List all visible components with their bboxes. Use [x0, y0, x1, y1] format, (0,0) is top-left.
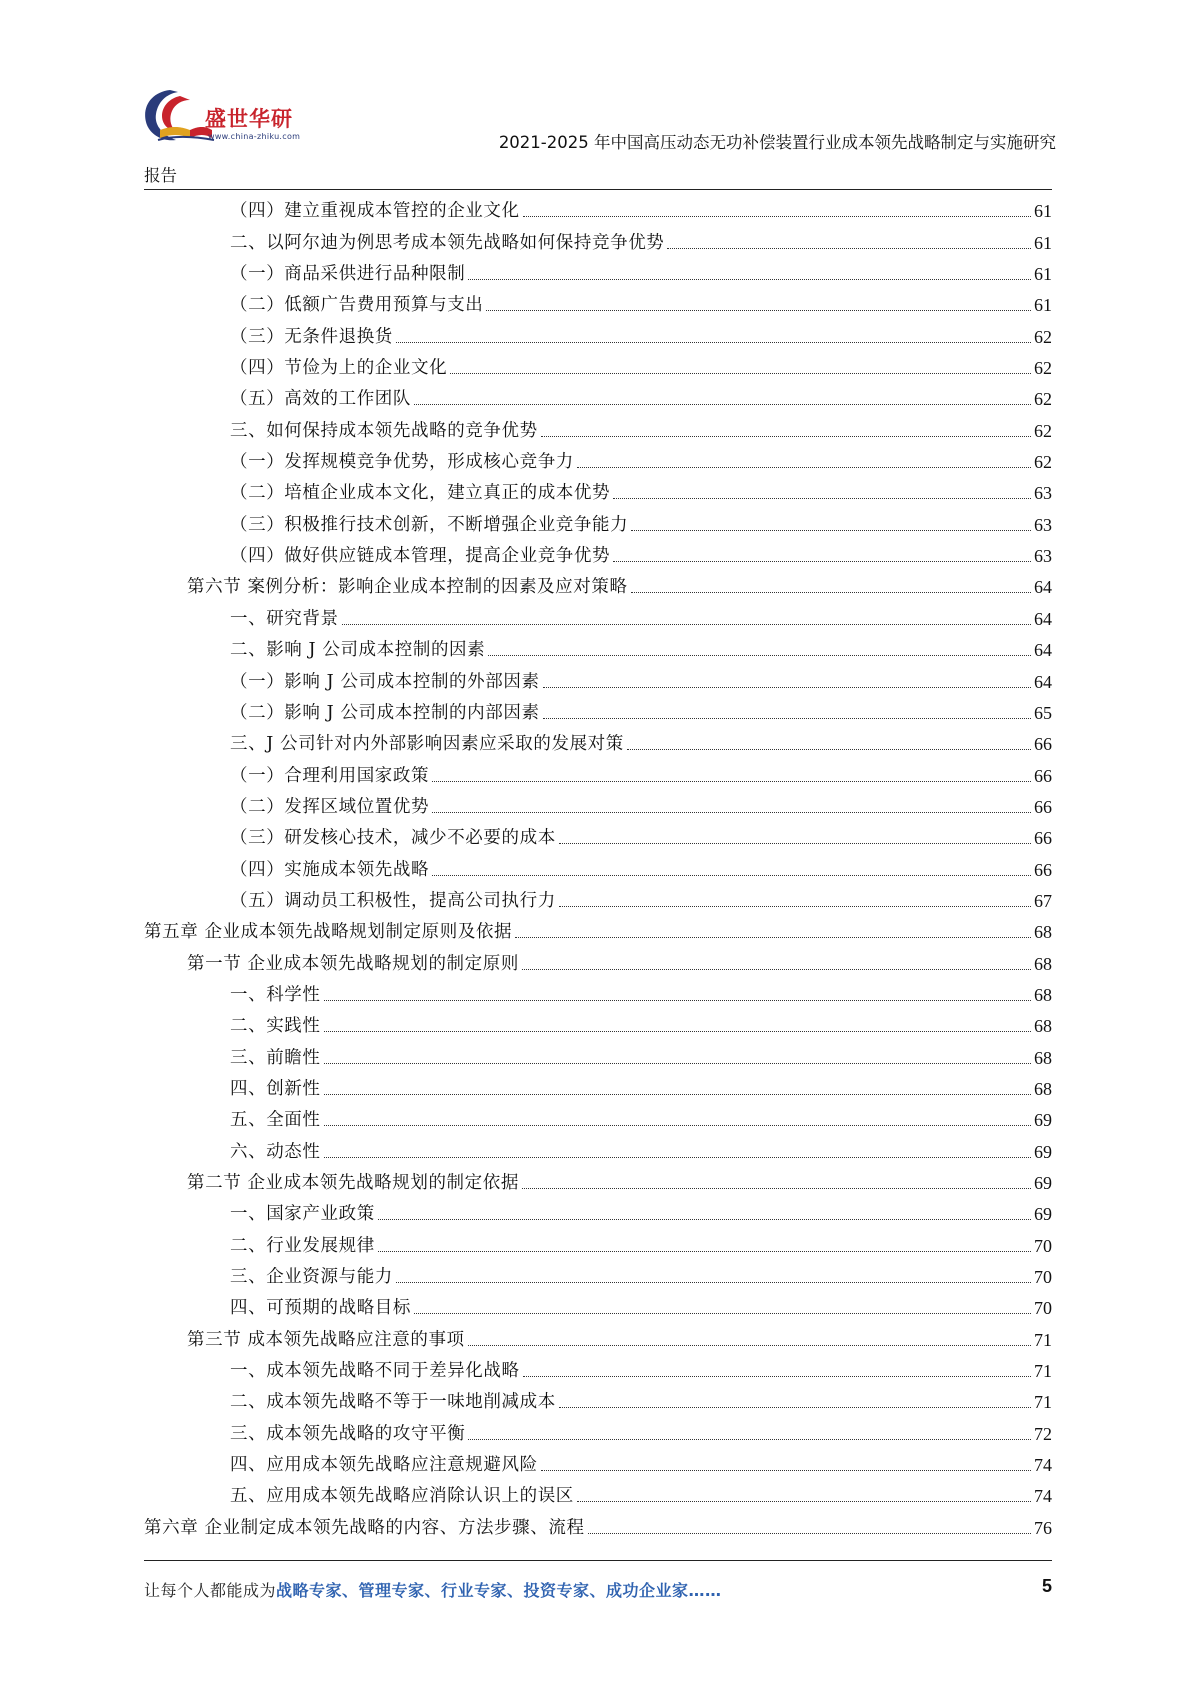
toc-entry[interactable]: [144, 915, 1052, 946]
toc-entry-page: 74: [1034, 1486, 1052, 1507]
toc-entry[interactable]: [144, 1291, 1052, 1322]
toc-entry[interactable]: [144, 852, 1052, 883]
toc-entry-page: 66: [1034, 734, 1052, 755]
toc-entry-title: 三、J 公司针对内外部影响因素应采取的发展对策: [230, 734, 624, 755]
footer-divider: [144, 1560, 1052, 1561]
toc-entry-page: 62: [1034, 452, 1052, 473]
toc-entry[interactable]: [144, 257, 1052, 288]
footer-slogan-highlight: 战略专家、管理专家、行业专家、投资专家、成功企业家……: [276, 1581, 722, 1600]
toc-dot-leader: [432, 812, 1031, 813]
toc-dot-leader: [577, 467, 1031, 468]
toc-dot-leader: [577, 1501, 1031, 1502]
toc-entry-title: 三、如何保持成本领先战略的竞争优势: [230, 420, 538, 441]
toc-dot-leader: [378, 1251, 1031, 1252]
toc-dot-leader: [522, 969, 1031, 970]
toc-dot-leader: [468, 1345, 1031, 1346]
toc-dot-leader: [414, 404, 1031, 405]
toc-entry-page: 61: [1034, 264, 1052, 285]
toc-entry[interactable]: [144, 1385, 1052, 1416]
toc-entry[interactable]: [144, 539, 1052, 570]
toc-entry-title: 第五章 企业成本领先战略规划制定原则及依据: [144, 922, 513, 943]
toc-entry-page: 61: [1034, 201, 1052, 222]
toc-entry[interactable]: [144, 445, 1052, 476]
toc-dot-leader: [486, 310, 1031, 311]
toc-entry[interactable]: [144, 1040, 1052, 1071]
toc-dot-leader: [667, 248, 1031, 249]
toc-dot-leader: [324, 1000, 1032, 1001]
toc-entry-page: 62: [1034, 358, 1052, 379]
toc-dot-leader: [523, 216, 1031, 217]
toc-entry-title: 三、企业资源与能力: [230, 1267, 393, 1288]
header-divider: [144, 189, 1052, 190]
toc-entry[interactable]: [144, 1260, 1052, 1291]
toc-entry-page: 66: [1034, 796, 1052, 817]
toc-dot-leader: [396, 342, 1031, 343]
toc-dot-leader: [324, 1157, 1032, 1158]
toc-entry[interactable]: [144, 946, 1052, 977]
toc-entry[interactable]: [144, 1322, 1052, 1353]
toc-entry-title: 一、研究背景: [230, 608, 339, 629]
toc-entry-title: （一）合理利用国家政策: [230, 765, 430, 786]
footer-slogan-prefix: 让每个人都能成为: [144, 1581, 277, 1600]
toc-entry-title: （四）节俭为上的企业文化: [230, 358, 448, 379]
toc-dot-leader: [627, 749, 1031, 750]
toc-entry-page: 70: [1034, 1298, 1052, 1319]
toc-entry-title: （三）研发核心技术，减少不必要的成本: [230, 828, 556, 849]
toc-entry[interactable]: [144, 884, 1052, 915]
toc-entry[interactable]: [144, 507, 1052, 538]
toc-dot-leader: [432, 781, 1031, 782]
toc-entry[interactable]: [144, 664, 1052, 695]
toc-entry[interactable]: [144, 1197, 1052, 1228]
toc-dot-leader: [588, 1533, 1031, 1534]
toc-entry-page: 68: [1034, 1047, 1052, 1068]
toc-dot-leader: [543, 687, 1031, 688]
toc-entry[interactable]: [144, 790, 1052, 821]
toc-entry-title: （四）做好供应链成本管理，提高企业竞争优势: [230, 546, 611, 567]
toc-entry-title: （五）调动员工积极性，提高公司执行力: [230, 890, 556, 911]
toc-dot-leader: [541, 436, 1031, 437]
toc-dot-leader: [324, 1094, 1032, 1095]
toc-entry-title: 二、成本领先战略不等于一味地削减成本: [230, 1392, 556, 1413]
toc-entry-title: （四）实施成本领先战略: [230, 859, 430, 880]
toc-entry-title: 一、成本领先战略不同于差异化战略: [230, 1361, 520, 1382]
toc-entry[interactable]: [144, 476, 1052, 507]
toc-entry-title: 第三节 成本领先战略应注意的事项: [187, 1329, 465, 1350]
toc-entry-page: 68: [1034, 922, 1052, 943]
toc-entry-title: （三）积极推行技术创新，不断增强企业竞争能力: [230, 514, 629, 535]
toc-dot-leader: [543, 718, 1031, 719]
toc-entry-title: 第六章 企业制定成本领先战略的内容、方法步骤、流程: [144, 1517, 585, 1538]
toc-entry-page: 69: [1034, 1204, 1052, 1225]
toc-entry-page: 67: [1034, 890, 1052, 911]
toc-dot-leader: [414, 1313, 1031, 1314]
toc-entry-title: 二、以阿尔迪为例思考成本领先战略如何保持竞争优势: [230, 232, 665, 253]
toc-entry-title: 第六节 案例分析：影响企业成本控制的因素及应对策略: [187, 577, 628, 598]
toc-entry-page: 68: [1034, 984, 1052, 1005]
toc-entry-page: 62: [1034, 389, 1052, 410]
toc-entry-title: 四、应用成本领先战略应注意规避风险: [230, 1455, 538, 1476]
toc-dot-leader: [613, 561, 1031, 562]
toc-dot-leader: [488, 655, 1031, 656]
toc-entry[interactable]: [144, 1228, 1052, 1259]
toc-dot-leader: [342, 624, 1031, 625]
toc-dot-leader: [541, 1470, 1031, 1471]
toc-entry-title: 六、动态性: [230, 1141, 321, 1162]
toc-entry-page: 72: [1034, 1423, 1052, 1444]
toc-dot-leader: [396, 1282, 1031, 1283]
toc-entry-page: 70: [1034, 1267, 1052, 1288]
toc-entry[interactable]: [144, 1009, 1052, 1040]
toc-entry-page: 63: [1034, 483, 1052, 504]
footer-slogan: [144, 1578, 722, 1601]
toc-entry-page: 62: [1034, 326, 1052, 347]
toc-entry-title: （四）建立重视成本管控的企业文化: [230, 201, 520, 222]
toc-entry[interactable]: [144, 288, 1052, 319]
toc-entry-page: 71: [1034, 1392, 1052, 1413]
toc-dot-leader: [324, 1063, 1032, 1064]
toc-entry[interactable]: [144, 1416, 1052, 1447]
toc-entry-page: 64: [1034, 608, 1052, 629]
toc-entry[interactable]: [144, 821, 1052, 852]
page-number: 5: [1041, 1576, 1052, 1596]
toc-entry-title: （二）影响 J 公司成本控制的内部因素: [230, 702, 540, 723]
toc-dot-leader: [631, 530, 1031, 531]
toc-entry[interactable]: [144, 758, 1052, 789]
toc-entry-page: 63: [1034, 514, 1052, 535]
toc-entry-page: 64: [1034, 640, 1052, 661]
toc-entry-title: （二）培植企业成本文化，建立真正的成本优势: [230, 483, 611, 504]
toc-dot-leader: [324, 1031, 1032, 1032]
toc-dot-leader: [378, 1219, 1031, 1220]
toc-entry-page: 65: [1034, 702, 1052, 723]
brand-url: www.china-zhiku.com: [208, 132, 301, 141]
toc-entry[interactable]: [144, 1103, 1052, 1134]
toc-entry[interactable]: [144, 1510, 1052, 1541]
toc-entry-title: 一、科学性: [230, 984, 321, 1005]
toc-entry-title: （三）无条件退换货: [230, 326, 393, 347]
toc-entry[interactable]: [144, 351, 1052, 382]
toc-entry-page: 66: [1034, 765, 1052, 786]
toc-entry[interactable]: [144, 727, 1052, 758]
toc-dot-leader: [559, 1407, 1031, 1408]
toc-entry[interactable]: [144, 413, 1052, 444]
toc-entry-title: 四、可预期的战略目标: [230, 1298, 411, 1319]
toc-entry-title: 二、行业发展规律: [230, 1235, 375, 1256]
toc-entry-title: 第一节 企业成本领先战略规划的制定原则: [187, 953, 519, 974]
toc-entry-title: 二、影响 J 公司成本控制的因素: [230, 640, 486, 661]
toc-entry-title: 三、成本领先战略的攻守平衡: [230, 1423, 466, 1444]
toc-entry-page: 62: [1034, 420, 1052, 441]
toc-dot-leader: [450, 373, 1031, 374]
toc-entry-title: （五）高效的工作团队: [230, 389, 411, 410]
toc-entry[interactable]: [144, 1134, 1052, 1165]
toc-entry-page: 69: [1034, 1110, 1052, 1131]
toc-entry-page: 71: [1034, 1329, 1052, 1350]
table-of-contents: [144, 194, 1052, 1542]
toc-entry-page: 64: [1034, 577, 1052, 598]
toc-entry-title: 第二节 企业成本领先战略规划的制定依据: [187, 1173, 519, 1193]
toc-entry-title: 一、国家产业政策: [230, 1204, 375, 1225]
toc-entry-page: 69: [1034, 1173, 1052, 1193]
brand-name: 盛世华研: [205, 107, 293, 131]
toc-dot-leader: [613, 498, 1031, 499]
toc-entry-page: 61: [1034, 295, 1052, 316]
toc-entry[interactable]: [144, 194, 1052, 225]
toc-entry[interactable]: [144, 601, 1052, 632]
toc-dot-leader: [468, 279, 1031, 280]
toc-entry[interactable]: [144, 1448, 1052, 1479]
toc-entry[interactable]: [144, 1166, 1052, 1197]
toc-entry-page: 68: [1034, 1016, 1052, 1037]
toc-entry-page: 70: [1034, 1235, 1052, 1256]
toc-dot-leader: [468, 1439, 1031, 1440]
toc-entry-page: 68: [1034, 953, 1052, 974]
toc-entry-page: 68: [1034, 1078, 1052, 1099]
toc-entry[interactable]: [144, 1354, 1052, 1385]
toc-entry[interactable]: [144, 319, 1052, 350]
toc-entry-page: 69: [1034, 1141, 1052, 1162]
toc-entry-page: 71: [1034, 1361, 1052, 1382]
toc-dot-leader: [432, 875, 1031, 876]
toc-entry-page: 74: [1034, 1455, 1052, 1476]
toc-entry[interactable]: [144, 696, 1052, 727]
toc-entry[interactable]: [144, 1479, 1052, 1510]
toc-entry[interactable]: [144, 978, 1052, 1009]
toc-dot-leader: [559, 843, 1031, 844]
toc-entry-title: 二、实践性: [230, 1016, 321, 1037]
toc-entry-title: 五、全面性: [230, 1110, 321, 1131]
toc-entry-page: 66: [1034, 828, 1052, 849]
toc-entry[interactable]: [144, 633, 1052, 664]
toc-entry[interactable]: [144, 1072, 1052, 1103]
toc-dot-leader: [523, 1376, 1031, 1377]
toc-entry-title: 五、应用成本领先战略应消除认识上的误区: [230, 1486, 574, 1507]
page-header: [0, 0, 1191, 190]
toc-dot-leader: [631, 592, 1031, 593]
toc-entry[interactable]: [144, 225, 1052, 256]
toc-entry-page: 76: [1034, 1517, 1052, 1538]
document-title: 2021-2025 年中国高压动态无功补偿装置行业成本领先战略制定与实施研究: [498, 133, 1056, 152]
toc-entry-title: （二）发挥区域位置优势: [230, 796, 430, 817]
document-title-continued: 报告: [144, 166, 177, 185]
toc-dot-leader: [515, 937, 1031, 938]
toc-dot-leader: [522, 1188, 1031, 1189]
toc-entry-page: 61: [1034, 232, 1052, 253]
toc-entry-title: （一）商品采供进行品种限制: [230, 264, 466, 285]
toc-entry-title: （二）低额广告费用预算与支出: [230, 295, 484, 316]
toc-entry-title: （一）发挥规模竞争优势，形成核心竞争力: [230, 452, 574, 473]
toc-dot-leader: [559, 906, 1031, 907]
toc-entry[interactable]: [144, 382, 1052, 413]
toc-entry-page: 66: [1034, 859, 1052, 880]
toc-entry-title: 四、创新性: [230, 1078, 321, 1099]
toc-entry-page: 63: [1034, 546, 1052, 567]
toc-entry-title: （一）影响 J 公司成本控制的外部因素: [230, 671, 540, 692]
toc-entry[interactable]: [144, 570, 1052, 601]
toc-entry-page: 64: [1034, 671, 1052, 692]
toc-dot-leader: [324, 1125, 1032, 1126]
toc-entry-title: 三、前瞻性: [230, 1047, 321, 1068]
